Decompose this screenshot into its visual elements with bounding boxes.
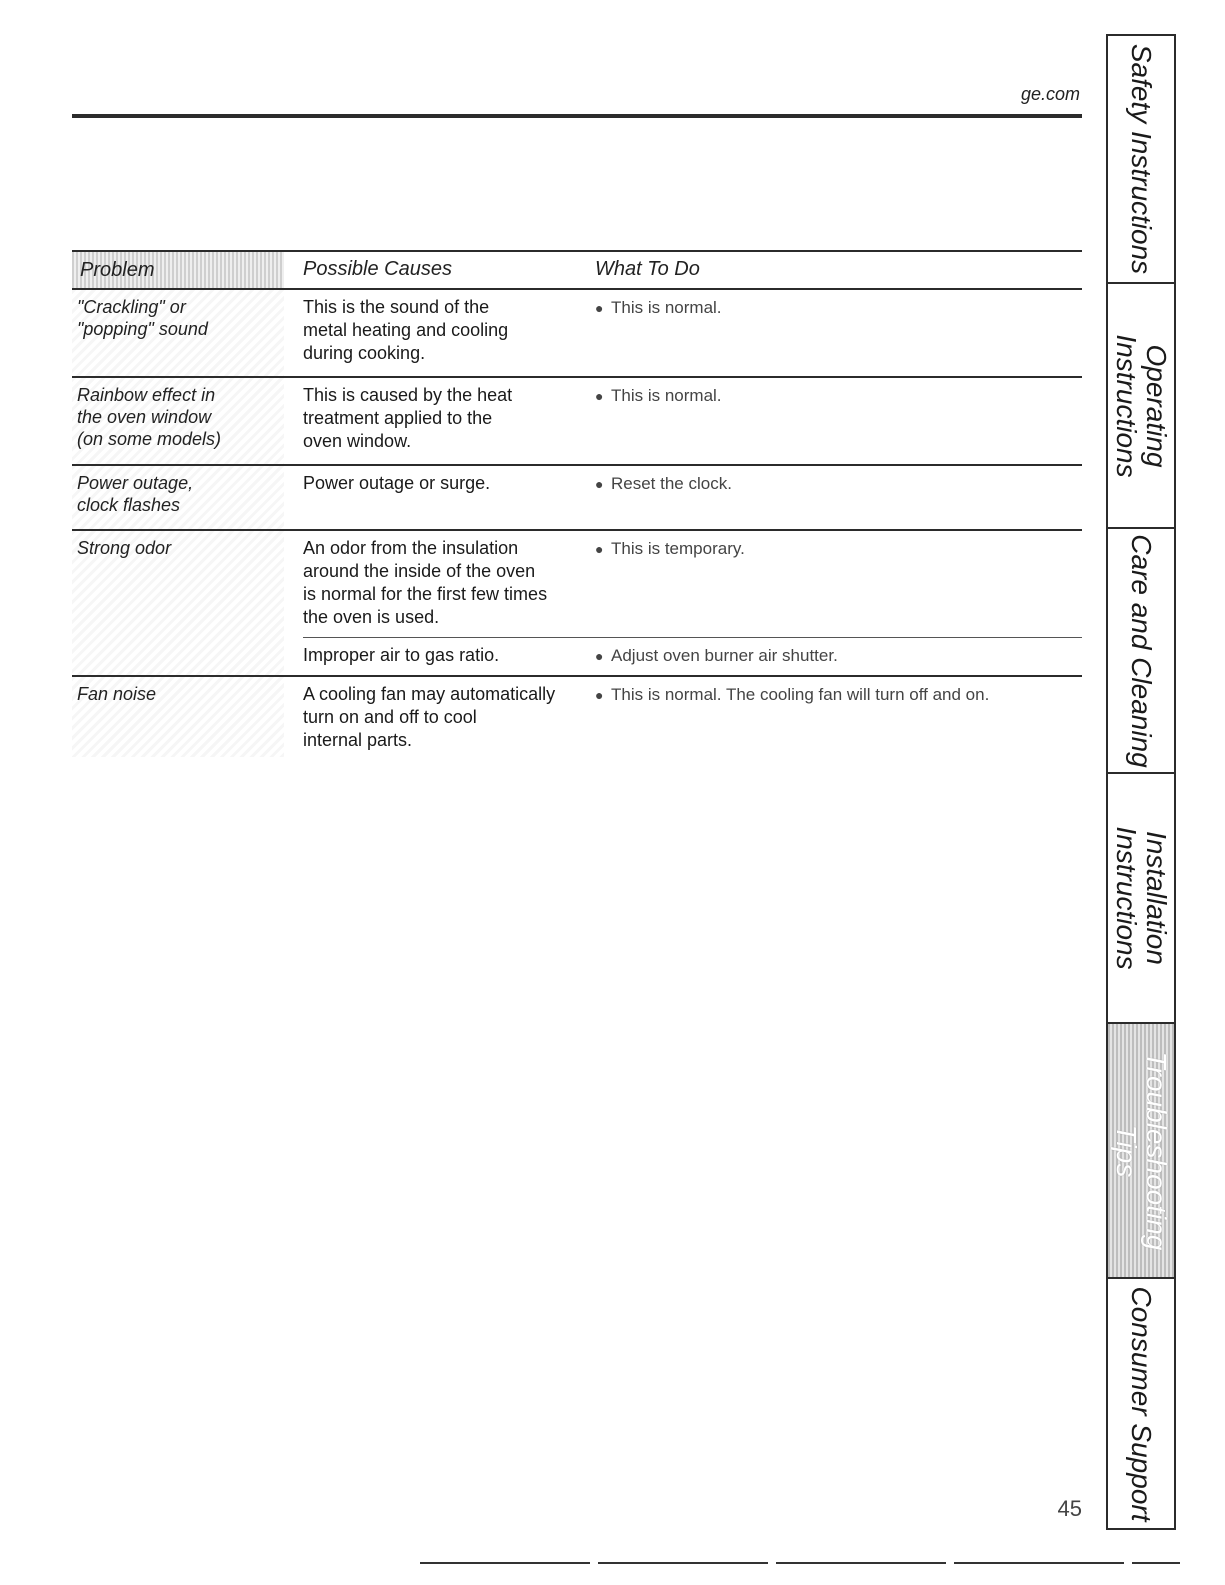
- cause-text: Power outage or surge.: [303, 473, 491, 493]
- bullet-icon: ●: [595, 476, 604, 492]
- tab-care-and-cleaning[interactable]: [1108, 529, 1174, 774]
- page-number: 45: [1057, 1496, 1082, 1521]
- table-row: [72, 378, 1082, 466]
- tab-label: Consumer Support: [1126, 1285, 1157, 1522]
- bullet-icon: ●: [595, 300, 604, 316]
- problem-cell: Power outage, clock flashes: [72, 466, 284, 529]
- todo-item: [595, 472, 732, 496]
- tab-troubleshooting-tips[interactable]: [1108, 1024, 1174, 1279]
- problem-cell: Strong odor: [72, 531, 284, 675]
- cause-entry: [303, 677, 1082, 760]
- todo-text: Reset the clock.: [611, 474, 732, 493]
- section-tabs: [1106, 34, 1176, 1530]
- todo-text: This is normal.: [611, 298, 722, 317]
- tab-installation-instructions[interactable]: [1108, 774, 1174, 1024]
- site-url: ge.com: [1020, 84, 1080, 104]
- tab-safety-instructions[interactable]: [1108, 34, 1174, 284]
- todo-item: [595, 384, 722, 408]
- tab-label: Safety Instructions: [1126, 43, 1157, 275]
- table-header: [72, 250, 1082, 290]
- table-row: [72, 677, 1082, 757]
- todo-item: [595, 296, 722, 320]
- tab-label: Troubleshooting Tips: [1111, 1051, 1172, 1250]
- problem-cell: "Crackling" or "popping" sound: [72, 290, 284, 376]
- column-header-problem: Problem: [72, 252, 284, 288]
- cause-entry: [303, 531, 1082, 637]
- table-row: [72, 466, 1082, 531]
- header-rule: [72, 114, 1082, 118]
- problem-cell: Fan noise: [72, 677, 284, 757]
- cause-text: This is the sound of the metal heating and cooling during cooking.: [303, 297, 509, 363]
- cause-entry: [303, 290, 1082, 373]
- bullet-icon: ●: [595, 687, 604, 703]
- todo-item: [595, 537, 745, 561]
- cause-text: Improper air to gas ratio.: [303, 645, 500, 665]
- todo-text: This is temporary.: [611, 539, 745, 558]
- cause-entry: [303, 466, 1082, 503]
- column-header-possible-causes: Possible Causes: [303, 258, 452, 280]
- scan-edge-marks: [420, 1562, 1180, 1564]
- cause-entry: [303, 378, 1082, 461]
- tab-operating-instructions[interactable]: [1108, 284, 1174, 529]
- tab-consumer-support[interactable]: [1108, 1279, 1174, 1530]
- todo-item: [595, 683, 989, 707]
- tab-label: Care and Cleaning: [1126, 533, 1157, 768]
- table-row: [72, 531, 1082, 677]
- todo-text: This is normal.: [611, 386, 722, 405]
- bullet-icon: ●: [595, 541, 604, 557]
- troubleshooting-table: [72, 250, 1082, 757]
- todo-text: This is normal. The cooling fan will turn off and on.: [611, 685, 990, 704]
- cause-text: An odor from the insulation around the inside of the oven is normal for the first few times the oven is used.: [303, 538, 548, 627]
- cause-text: A cooling fan may automatically turn on and off to cool internal parts.: [303, 684, 556, 750]
- tab-label: Operating Instructions: [1111, 333, 1172, 478]
- todo-text: Adjust oven burner air shutter.: [611, 646, 838, 665]
- problem-cell: Rainbow effect in the oven window (on some models): [72, 378, 284, 464]
- table-row: [72, 290, 1082, 378]
- cause-text: This is caused by the heat treatment applied to the oven window.: [303, 385, 513, 451]
- tab-label: Installation Instructions: [1111, 826, 1172, 970]
- todo-item: [595, 644, 838, 668]
- bullet-icon: ●: [595, 388, 604, 404]
- bullet-icon: ●: [595, 648, 604, 664]
- column-header-what-to-do: What To Do: [595, 258, 700, 280]
- cause-entry: [303, 637, 1082, 675]
